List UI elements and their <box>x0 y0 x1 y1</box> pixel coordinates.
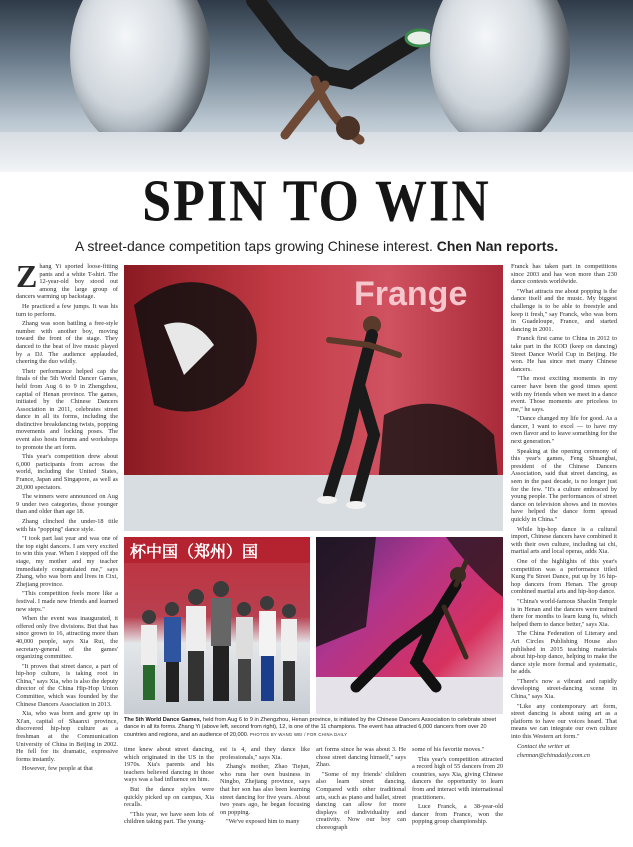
paragraph: "Some of my friends' children also learn street dancing. Compared with other traditional arts, such as piano and ballet, street dancing can allow for more displays of individuality and creativity. Now our boy can choreograph <box>316 770 406 831</box>
paragraph: Zhang was soon battling a free-style number with another boy, moving toward the front of the stage. They danced to the beat of live music played by a DJ. The audience applauded, cheering the duo wildly. <box>16 320 118 366</box>
photo-main-graphic <box>124 265 503 531</box>
paragraph: "We've exposed him to many <box>226 818 300 826</box>
paragraph: "This competition feels more like a festival. I made new friends and learned new steps." <box>16 590 118 613</box>
paragraph: But the dance styles were quickly picked up on campus, Xia recalls. <box>124 785 214 809</box>
paragraph: Zhang clinched the under-18 title with his "popping" dance style. <box>16 518 118 533</box>
article-column-2a <box>124 746 214 828</box>
headline: SPIN TO WIN <box>142 168 491 235</box>
drum-right <box>430 0 570 150</box>
hero-photo <box>0 0 633 172</box>
paragraph: Speaking at the opening ceremony of this year's games, Feng Shuangbai, president of the Chinese Dancers Association, said that street dancing, as seen in the past decade, is no longer just for the few. "It's a culture embraced by young people. The performances of street dance on television shows and in movies have helped the dance form spread quickly in China." <box>511 447 617 523</box>
deck <box>0 238 633 254</box>
deck-text: A street-dance competition taps growing Chinese interest. <box>74 238 433 254</box>
caption-text: held from Aug 6 to 9 in Zhengzhou, Henan province, is initiated by the Chinese Dancers Association to celebrate street dance in all its forms. Zhang Yi (above left, second from right), 12, is one of the 11 champions. The event has attracted 6,000 dancers from over 20 countries and regions, and an audience of 20,000. <box>124 717 497 738</box>
breakdancer-figure <box>230 0 430 150</box>
article-column-1 <box>16 258 118 775</box>
article-column-3b <box>412 746 503 828</box>
banner-text: 杯中国（郑州）国 <box>130 542 259 561</box>
paragraph: "The most exciting moments in my career have been the good times spent with my friends when we meet in a dance event. Those moments are priceless to me," he says. <box>511 375 617 413</box>
paragraph: "Dance changed my life for good. As a dancer, I want to excel — to have my own flavor and to leave something for the next generation." <box>511 415 617 446</box>
paragraph: When the event was inaugurated, it offered only five divisions. But that has since grown to 16, attracting more than 40,000 people, says Xia Rui, the secretary-general of the games' organizing committee. <box>16 615 118 661</box>
paragraph: time knew about street dancing, which originated in the US in the 1970s. Xia's parents and his teachers believed dancing in those ways was a bad influence on him. <box>124 746 214 784</box>
photo-group-graphic <box>124 537 310 714</box>
article-column-2b <box>220 746 310 828</box>
paragraph: "This year, we have seen lots of children taking part. The young- <box>124 810 214 826</box>
drum-left <box>70 0 210 150</box>
drop-cap: Z <box>16 258 38 294</box>
photo-credit: PHOTOS BY WANG WEI / FOR CHINA DAILY <box>249 732 348 737</box>
photo-young-dancer <box>316 537 503 714</box>
paragraph: "What attracts me about popping is the dance itself and the music. My biggest challenge is to be able to freestyle and keep it fresh," say Franck, who was born in Guadeloupe, France, and started dancing in 2001. <box>511 287 617 333</box>
paragraph: The China Federation of Literary and Art Circles Publishing House also published in 2015 teaching materials about hip-hop dance, helping to make the dance style more formal and systematic, he adds. <box>511 630 617 676</box>
paragraph: "There's now a vibrant and rapidly developing street-dancing scene in China," says Xia. <box>511 677 617 701</box>
paragraph: Zhang's mother, Zhao Tiejun, who runs her own business in Ningbo, Zhejiang province, says that her son has also been learning street dancing for five years. About two years ago, he began focusing on popping. <box>220 763 310 816</box>
paragraph: One of the highlights of this year's competition was a performance titled Kung Fu Street Dance, put up by 16 hip-hop dancers from Henan. The group combined martial arts and hip-hop dance. <box>511 557 617 596</box>
paragraph: Franck has taken part in competitions since 2003 and has won more than 230 dance contests worldwide. <box>511 263 617 286</box>
paragraph: "China's world-famous Shaolin Temple is in Henan and the dancers were trained there for months to learn kung fu, which helped them to dance better," says Xia. <box>511 597 617 628</box>
byline: Chen Nan reports. <box>436 238 559 254</box>
paragraph: Xia, who was born and grew up in Xi'an, capital of Shaanxi province, discovered hip-hop culture as a freshman at the Communication University of China in Beijing in 2002. He fell for its dramatic, expressive forms instantly. <box>16 710 118 763</box>
paragraph: Zhang Yi sported loose-fitting pants and a white T-shirt. The 12-year-old boy stood out among the large group of dancers warming up backstage. <box>16 258 118 301</box>
article-column-4 <box>511 263 617 762</box>
caption-lead: The 5th World Dance Games, <box>124 717 202 723</box>
paragraph: He practiced a few jumps. It was his turn to perform. <box>16 302 118 318</box>
paragraph: "I took part last year and was one of the top eight dancers. I am very excited to win this year. When I stepped off the stage, my mother and my teacher immediately congratulated me," says Zhang, who was born and lives in Cixi, Zhejiang province. <box>16 535 118 588</box>
article-column-3a <box>316 746 406 834</box>
paragraph: art forms since he was about 3. He chose street dancing himself," says Zhao. <box>316 746 406 769</box>
contact-line: Contact the writer at <box>517 742 570 750</box>
photo-main-dancer <box>124 265 503 531</box>
contact-email[interactable]: chennan@chinadaily.com.cn <box>517 752 590 760</box>
photo-young-dancer-graphic <box>316 537 503 714</box>
paragraph: est is 4, and they dance like professionals," says Xia. <box>220 746 310 761</box>
paragraph: However, few people at that <box>22 765 93 773</box>
banner-text: Frange <box>354 275 468 313</box>
paragraph: some of his favorite moves." <box>412 746 485 753</box>
paragraph: This year's competition drew about 6,000 participants from across the world, including the United States, France, Japan and Singapore, as well as 20,000 spectators. <box>16 453 118 491</box>
paragraph: Luce Franck, a 38-year-old dancer from France, won the popping group championship. <box>412 803 503 826</box>
paragraph: Franck first came to China in 2012 to take part in the KOD (keep on dancing) Street Dance World Cup in Beijing. He won. He has since met many Chinese dancers. <box>511 335 617 373</box>
photo-group-children <box>124 537 310 714</box>
photo-caption <box>124 717 503 739</box>
paragraph: The winners were announced on Aug 9 under two categories, those younger than and older than age 18. <box>16 493 118 516</box>
paragraph: Their performance helped cap the finals of the 5th World Dancer Games, held from Aug 6 to 9 in Zhengzhou, capital of Henan province. The games, initiated by the Chinese Dancers Association in 2011, celebrates street dance in all its forms, including the distinctive breakdancing twists, popping movements and locking poses. The event also hosts forums and workshops to promote the art form. <box>16 367 118 451</box>
paragraph: While hip-hop dance is a cultural import, Chinese dancers have combined it with their own culture, including tai chi, martial arts and local operas, adds Xia. <box>511 525 617 556</box>
paragraph: "It proves that street dance, a part of hip-hop culture, is taking root in China," says Xia, who is also the deputy director of the China Hip-Hop Union Committee, which was founded by the Chinese Dancers Association in 2013. <box>16 662 118 708</box>
paragraph: This year's competition attracted a record high of 55 dancers from 20 countries, says Xia, giving Chinese dancers the opportunity to learn from and interact with international practitioners. <box>412 755 503 801</box>
paragraph: "Like any contemporary art form, street dancing is about using art as a platform to have our voices heard. That means we can integrate our own culture into this Western art form." <box>511 702 617 741</box>
